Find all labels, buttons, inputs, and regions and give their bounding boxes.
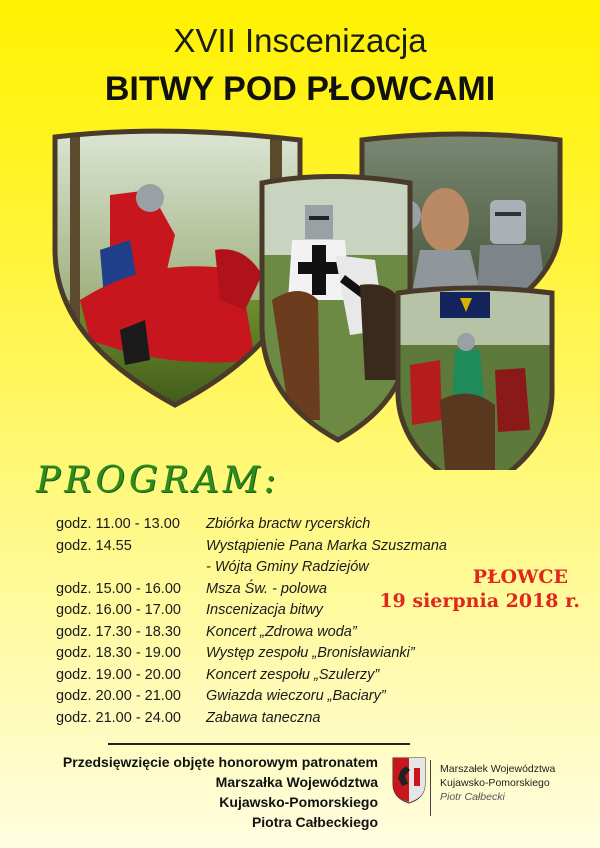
schedule-time: godz. 19.00 - 20.00 [56, 666, 181, 683]
logo-line: Kujawsko-Pomorskiego [440, 777, 550, 789]
schedule-event: Zabawa taneczna [206, 709, 321, 726]
patronage-line: Piotra Całbeckiego [251, 814, 378, 830]
program-heading: PROGRAM: [36, 460, 280, 501]
schedule-event: Występ zespołu „Bronisławianki” [206, 645, 415, 661]
coat-of-arms-icon [392, 756, 426, 804]
schedule-time: godz. 17.30 - 18.30 [56, 623, 181, 640]
schedule-event: - Wójta Gminy Radziejów [206, 559, 369, 575]
schedule-time: godz. 15.00 - 16.00 [56, 580, 181, 597]
logo-separator [430, 760, 431, 816]
patronage-line: Przedsięwzięcie objęte honorowym patronatem [62, 754, 378, 770]
event-date: 19 sierpnia 2018 r. [379, 590, 580, 612]
schedule-time: godz. 14.55 [56, 537, 132, 554]
divider [108, 743, 410, 745]
schedule-event: Koncert „Zdrowa woda” [206, 623, 357, 640]
title-line-2: BITWY POD PŁOWCAMI [104, 70, 496, 108]
schedule-row [56, 645, 456, 667]
photo-shield-knight-white [258, 175, 416, 445]
schedule-time: godz. 16.00 - 17.00 [56, 602, 181, 618]
schedule-time: godz. 21.00 - 24.00 [56, 709, 181, 726]
schedule-row [56, 688, 456, 710]
schedule-row [56, 710, 456, 732]
logo-signature: Piotr Całbecki [440, 791, 505, 803]
event-place-date [360, 566, 580, 612]
schedule-time: godz. 18.30 - 19.00 [56, 645, 181, 661]
schedule-event: Zbiórka bractw rycerskich [206, 516, 371, 532]
event-location: PŁOWCE [472, 566, 568, 588]
logo-text [440, 762, 555, 804]
patronage-line: Kujawsko-Pomorskiego [219, 794, 378, 810]
schedule-row [56, 516, 456, 538]
schedule-list [56, 516, 456, 731]
logo-line: Marszałek Województwa [440, 763, 556, 775]
schedule-row [56, 538, 456, 560]
schedule-event: Wystąpienie Pana Marka Szuszmana [206, 537, 447, 554]
photo-shield-riders [394, 285, 556, 470]
marshal-logo [384, 754, 574, 820]
schedule-row [56, 667, 456, 689]
schedule-event: Koncert zespołu „Szulerzy” [206, 666, 380, 683]
schedule-event: Msza Św. - polowa [206, 580, 327, 597]
patronage-line: Marszałka Województwa [215, 774, 378, 790]
schedule-time: godz. 20.00 - 21.00 [56, 688, 181, 704]
schedule-event: Gwiazda wieczoru „Baciary” [206, 688, 386, 704]
schedule-row [56, 624, 456, 646]
schedule-time: godz. 11.00 - 13.00 [56, 516, 180, 532]
patronage-text [18, 752, 378, 832]
title-line-1: XVII Inscenizacja [173, 22, 427, 59]
schedule-event: Inscenizacja bitwy [206, 602, 323, 618]
